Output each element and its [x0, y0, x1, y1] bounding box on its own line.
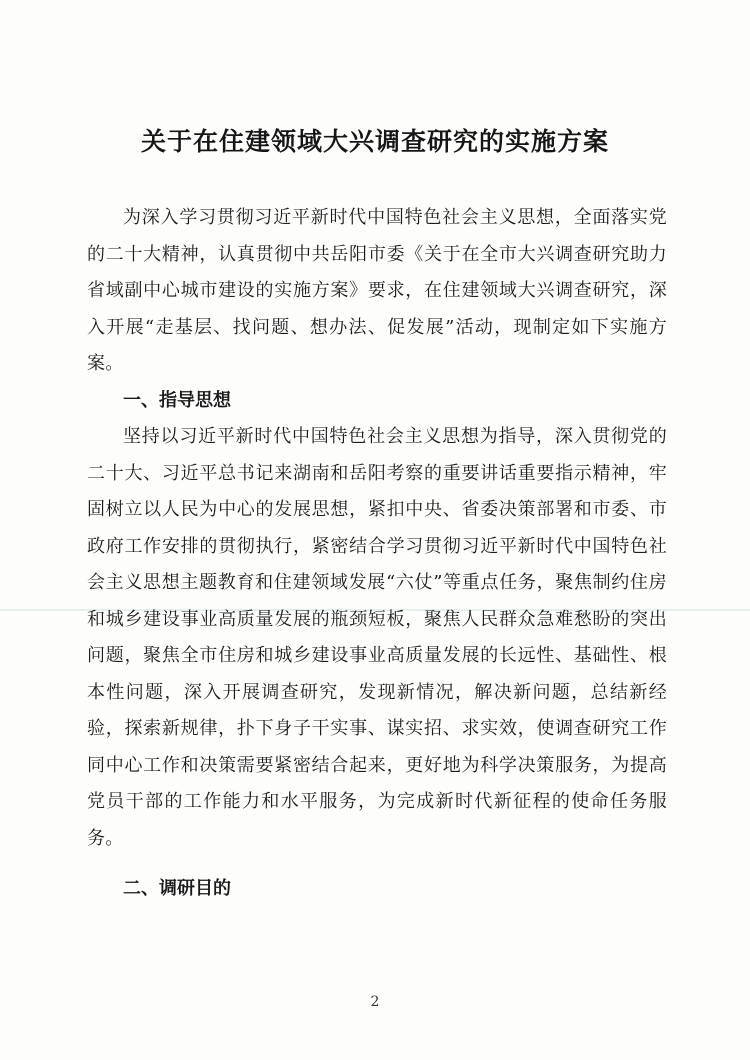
- intro-paragraph: 为深入学习贯彻习近平新时代中国特色社会主义思想，全面落实党的二十大精神，认真贯彻中共岳阳市委《关于在全市大兴调查研究助力省域副中心城市建设的实施方案》要求，在住建领域大兴调查研究，深入开展“走基层、找问题、想办法、促发展”活动，现制定如下实施方案。: [87, 207, 667, 374]
- section-1-paragraph: 坚持以习近平新时代中国特色社会主义思想为指导，深入贯彻党的二十大、习近平总书记来湖南和岳阳考察的重要讲话重要指示精神，牢固树立以人民为中心的发展思想，紧扣中央、省委决策部署和市委、市政府工作安排的贯彻执行，紧密结合学习贯彻习近平新时代中国特色社会主义思想主题教育和住建领域发展“六仗”等重点任务，聚焦制约住房和城乡建设事业高质量发展的瓶颈短板，聚焦人民群众急难愁盼的突出问题，聚焦全市住房和城乡建设事业高质量发展的长远性、基础性、根本性问题，深入开展调查研究，发现新情况，解决新问题，总结新经验，探索新规律，扑下身子干实事、谋实招、求实效，使调查研究工作同中心工作和决策需要紧密结合起来，更好地为科学决策服务，为提高党员干部的工作能力和水平服务，为完成新时代新征程的使命任务服务。: [87, 426, 667, 849]
- document-body: [87, 200, 667, 908]
- section-2-heading: 二、调研目的: [123, 878, 231, 899]
- document-title: 关于在住建领域大兴调查研究的实施方案: [140, 127, 609, 156]
- section-1-heading: 一、指导思想: [123, 389, 231, 411]
- page-number: 2: [370, 994, 380, 1010]
